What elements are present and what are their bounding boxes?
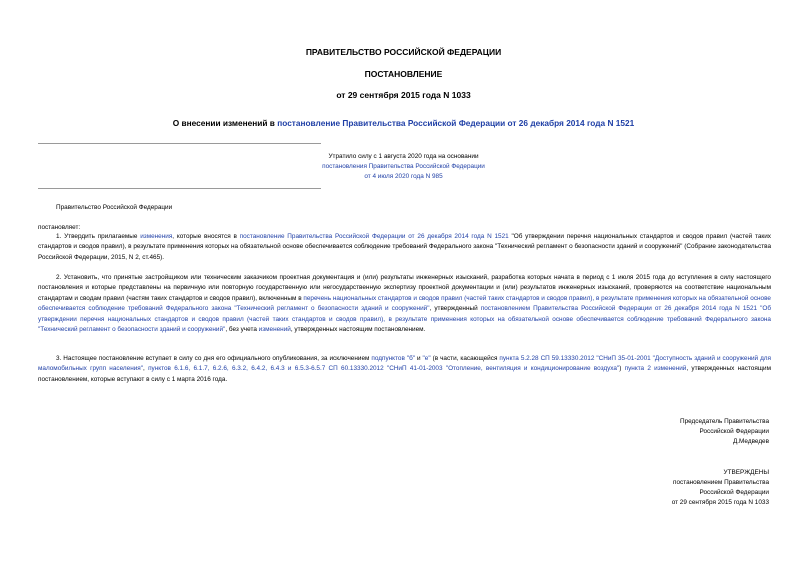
p3-text-3: (в части, касающейся [430,355,500,362]
p3-link-subparagraph-e[interactable]: "е" [422,355,431,362]
p3-link-subparagraph-b[interactable]: подпунктов "б" [371,355,416,362]
signature-country: Российской Федерации [699,428,769,435]
bottom-divider [38,188,321,189]
p3-link-sp59[interactable]: пункта 5.2.28 СП 59.13330.2012 "СНиП 35-01-2001 "Доступность зданий и сооружений для маломобильных групп населения" [38,355,772,373]
title-link[interactable]: постановление Правительства Российской Федерации от 26 декабря 2014 года N 1521 [277,118,635,128]
p1-text-3: "Об утверждении перечня национальных стандартов и сводов правил (частей таких стандартов и сводов правил), в результате применения которых на обязательной основе обеспечивается соблюдение требований Федерального закона "Технический регламент о безопасности зданий и сооружений" (Собрание законодательства Российской Федерации, 2015, N 2, ст.465). [38,233,771,261]
paragraph-2 [38,273,771,335]
p3-text-1: 3. Настоящее постановление вступает в силу со дня его официального опубликования, за исключением [56,355,372,362]
repeal-note-link-date[interactable]: от 4 июля 2020 года N 985 [364,173,443,180]
top-divider [38,143,321,144]
p3-text-4: , [143,365,149,373]
paragraph-1 [38,232,771,263]
p2-link-changes[interactable]: изменений [258,326,291,334]
p2-text-3: , без учета [225,326,259,334]
approval-line2: постановлением Правительства [673,479,769,486]
p1-text-2: , которые вносятся в [172,233,240,240]
document-date-number: от 29 сентября 2015 года N 1033 [336,90,471,100]
p3-link-sp60[interactable]: пунктов 6.1.6, 6.1.7, 6.2.6, 6.3.2, 6.4.2, 6.4.3 и 6.5.3-6.5.7 СП 60.13330.2012 "СНиП 41-01-2003 "Отопление, вентиляция и кондиционирование воздуха" [148,365,620,373]
issuer-text: Правительство Российской Федерации [56,204,173,211]
p1-link-changes[interactable]: изменения [140,233,173,240]
approval-heading: УТВЕРЖДЕНЫ [723,469,769,476]
p2-text-2: , утвержденный [429,305,481,313]
signature-block [549,417,769,447]
p2-text-4: , утвержденных настоящим постановлением. [290,326,426,334]
document-type-heading: ПОСТАНОВЛЕНИЕ [364,69,443,79]
title-prefix: О внесении изменений в [172,118,278,128]
p3-text-6: , утвержденных настоящим постановлением, которые вступают в силу с 1 марта 2016 года. [38,365,771,383]
approval-line4: от 29 сентября 2015 года N 1033 [671,499,769,506]
repeal-note-line1: Утратило силу с 1 августа 2020 года на основании [328,153,479,160]
document-title [0,118,807,128]
signature-position: Председатель Правительства [680,418,769,425]
p1-link-decree[interactable]: постановление Правительства Российской Федерации от 26 декабря 2014 года N 1521 [239,233,509,240]
p1-text-1: 1. Утвердить прилагаемые [56,233,141,240]
p2-text-1: 2. Установить, что принятые застройщиком или техническим заказчиком проектная документация и (или) результаты инженерных изысканий, разработка которых начата в период с 1 июля 2015 года до вступления в силу настоящего постановления и которые представлены на первичную или повторную государственную или негосударственную экспертизу проектной документации и (или) результатов инженерных изысканий, проверяются на соответствие национальным стандартам и сводам правил (частям таких стандартов и сводов правил), включенным в [38,274,771,302]
repeal-note-link[interactable]: постановления Правительства Российской Федерации [322,163,485,170]
p3-link-item-2[interactable]: пункта 2 изменений [624,365,687,373]
p2-link-decree[interactable]: постановлением Правительства Российской Федерации от 26 декабря 2014 года N 1521 "Об утверждении перечня национальных стандартов и сводов правил (частей таких стандартов и сводов правил), в результате применения которых на обязательной основе обеспечивается соблюдение требований Федерального закона "Технический регламент о безопасности зданий и сооружений" [38,305,772,334]
approval-block [549,468,769,508]
decree-text: постановляет: [38,224,81,231]
signature-name: Д.Медведев [732,438,769,445]
p3-text-2: и [415,355,423,362]
approval-line3: Российской Федерации [699,489,769,496]
p2-link-list[interactable]: перечень национальных стандартов и сводов правил (частей таких стандартов и сводов правил), в результате применения которых на обязательной основе обеспечивается соблюдение требований Федерального закона "Технический регламент о безопасности зданий и сооружений" [38,294,771,313]
paragraph-3 [38,354,771,385]
government-heading: ПРАВИТЕЛЬСТВО РОССИЙСКОЙ ФЕДЕРАЦИИ [305,47,502,57]
p3-text-5: ) [619,365,625,373]
repeal-note [0,152,807,182]
